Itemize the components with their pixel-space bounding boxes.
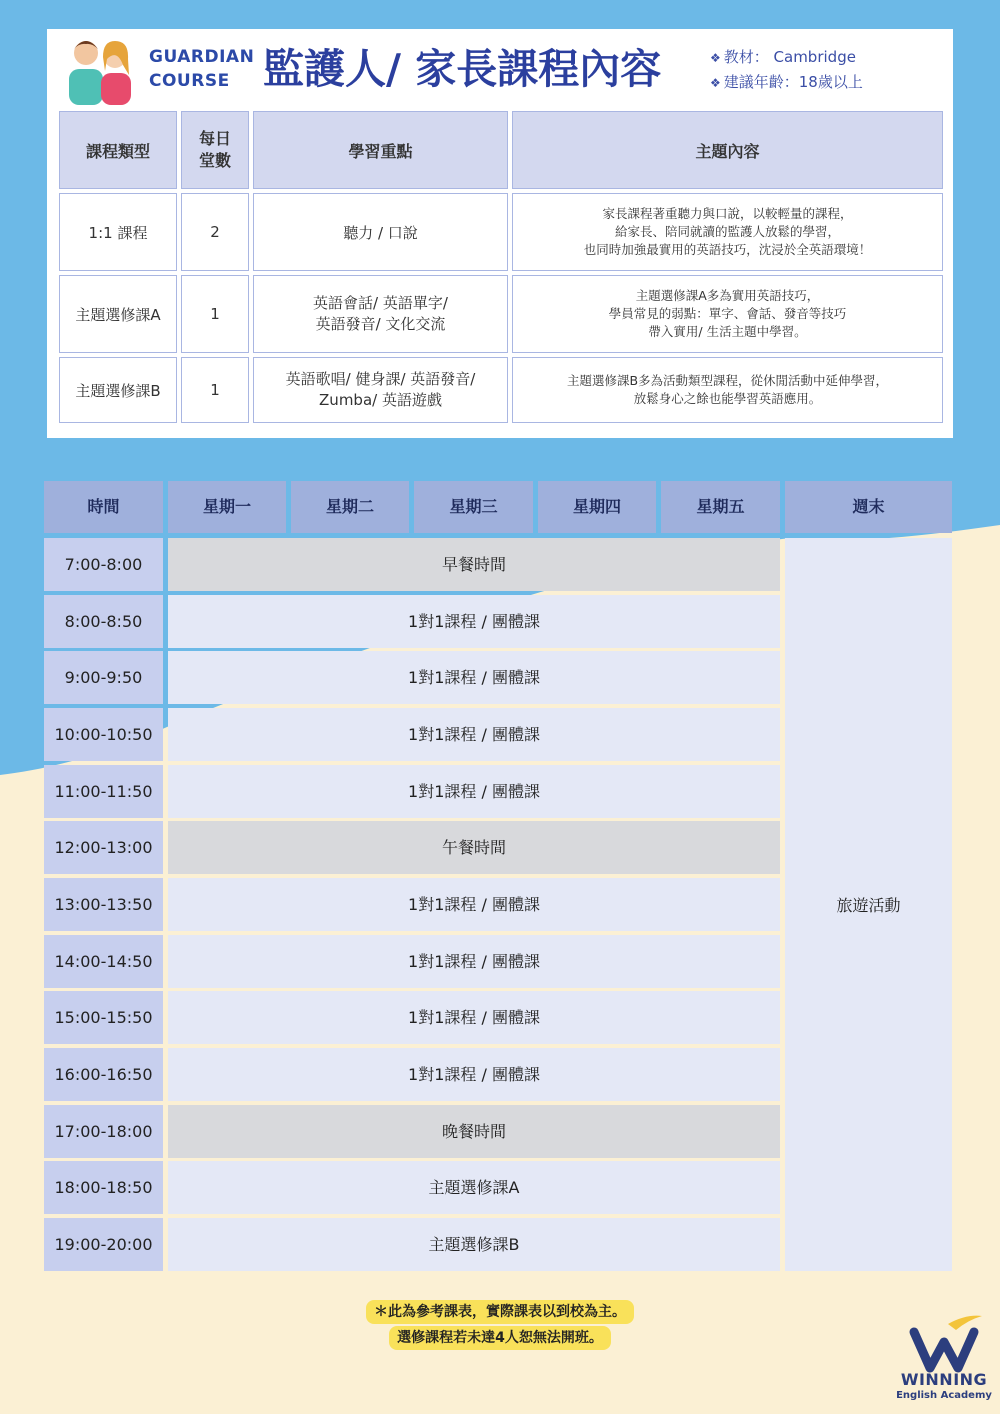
focus-line2: 英語發音/ 文化交流 <box>315 315 446 333</box>
diamond-bullet-icon: ❖ <box>710 76 721 90</box>
content-line1: 主題選修課A多為實用英語技巧， <box>635 288 820 303</box>
table-row <box>59 275 943 353</box>
row-count: 2 <box>181 193 249 271</box>
header-daily-count <box>181 111 249 189</box>
activity-cell: 1對1課程 / 團體課 <box>168 935 780 988</box>
activity-cell: 1對1課程 / 團體課 <box>168 991 780 1044</box>
header-daily-line2: 堂數 <box>198 151 231 170</box>
header-friday: 星期五 <box>661 481 780 533</box>
diamond-bullet-icon: ❖ <box>710 51 721 65</box>
course-meta <box>710 45 863 95</box>
row-count: 1 <box>181 357 249 423</box>
meta-material: 教材： Cambridge <box>723 48 856 66</box>
activity-cell: 1對1課程 / 團體課 <box>168 878 780 931</box>
header-monday: 星期一 <box>168 481 286 533</box>
row-type: 1:1 課程 <box>59 193 177 271</box>
time-cell: 17:00-18:00 <box>44 1105 163 1158</box>
activity-cell: 1對1課程 / 團體課 <box>168 765 780 818</box>
time-cell: 19:00-20:00 <box>44 1218 163 1271</box>
content-line2: 給家長、陪同就讀的監護人放鬆的學習， <box>614 224 840 239</box>
footnote <box>0 1300 1000 1350</box>
time-cell: 9:00-9:50 <box>44 651 163 704</box>
activity-cell: 主題選修課B <box>168 1218 780 1271</box>
content-line2: 學員常見的弱點：單字、會話、發音等技巧 <box>608 306 847 321</box>
time-cell: 11:00-11:50 <box>44 765 163 818</box>
row-focus <box>253 357 508 423</box>
activity-cell: 早餐時間 <box>168 538 780 591</box>
time-cell: 18:00-18:50 <box>44 1161 163 1214</box>
time-cell: 7:00-8:00 <box>44 538 163 591</box>
focus-line2: Zumba/ 英語遊戲 <box>319 391 442 409</box>
note-line2: 選修課程若未達4人恕無法開班。 <box>389 1326 611 1350</box>
focus-line1: 聽力 / 口說 <box>343 223 418 242</box>
content-line3: 也同時加強最實用的英語技巧，沈浸於全英語環境！ <box>583 242 872 257</box>
row-type: 主題選修課A <box>59 275 177 353</box>
time-cell: 15:00-15:50 <box>44 991 163 1044</box>
time-cell: 14:00-14:50 <box>44 935 163 988</box>
header-focus: 學習重點 <box>253 111 508 189</box>
row-content <box>512 275 943 353</box>
card-header <box>47 29 953 109</box>
activity-cell: 1對1課程 / 團體課 <box>168 595 780 648</box>
content-line1: 主題選修課B多為活動類型課程，從休閒活動中延伸學習， <box>566 373 889 388</box>
activity-cell: 主題選修課A <box>168 1161 780 1214</box>
time-cell: 12:00-13:00 <box>44 821 163 874</box>
header-thursday: 星期四 <box>538 481 656 533</box>
header-tuesday: 星期二 <box>291 481 409 533</box>
parents-avatar-icon <box>59 35 143 105</box>
content-line3: 帶入實用/ 生活主題中學習。 <box>648 324 807 339</box>
content-line2: 放鬆身心之餘也能學習英語應用。 <box>633 391 822 406</box>
activity-cell: 1對1課程 / 團體課 <box>168 651 780 704</box>
time-cell: 16:00-16:50 <box>44 1048 163 1101</box>
activity-cell: 晚餐時間 <box>168 1105 780 1158</box>
time-cell: 8:00-8:50 <box>44 595 163 648</box>
row-content <box>512 193 943 271</box>
focus-line1: 英語歌唱/ 健身課/ 英語發音/ <box>285 370 476 388</box>
page-title: 監護人/ 家長課程內容 <box>263 45 662 93</box>
course-en-line2: COURSE <box>149 71 230 91</box>
course-en-line1: GUARDIAN <box>149 47 255 67</box>
activity-cell: 1對1課程 / 團體課 <box>168 708 780 761</box>
table-row <box>59 357 943 423</box>
content-line1: 家長課程著重聽力與口說，以較輕量的課程， <box>602 206 853 221</box>
schedule-header <box>44 481 952 533</box>
row-content <box>512 357 943 423</box>
header-content: 主題內容 <box>512 111 943 189</box>
course-english-title <box>149 45 259 93</box>
row-focus <box>253 193 508 271</box>
row-count: 1 <box>181 275 249 353</box>
row-type: 主題選修課B <box>59 357 177 423</box>
table-row <box>59 193 943 271</box>
header-time: 時間 <box>44 481 163 533</box>
course-info-card <box>47 29 953 438</box>
logo-name: WINNING <box>900 1370 988 1389</box>
activity-cell: 1對1課程 / 團體課 <box>168 1048 780 1101</box>
course-info-table <box>55 107 947 427</box>
header-course-type: 課程類型 <box>59 111 177 189</box>
note-line1: ＊此為參考課表，實際課表以到校為主。 <box>366 1300 634 1324</box>
focus-line1: 英語會話/ 英語單字/ <box>313 294 448 312</box>
time-cell: 10:00-10:50 <box>44 708 163 761</box>
logo-subtitle: English Academy <box>896 1390 992 1401</box>
header-daily-line1: 每日 <box>198 129 231 148</box>
weekend-cell: 旅遊活動 <box>785 538 952 1271</box>
row-focus <box>253 275 508 353</box>
header-wednesday: 星期三 <box>414 481 533 533</box>
header-weekend: 週末 <box>785 481 952 533</box>
meta-age: 建議年齡：18歲以上 <box>723 73 863 91</box>
activity-cell: 午餐時間 <box>168 821 780 874</box>
time-cell: 13:00-13:50 <box>44 878 163 931</box>
